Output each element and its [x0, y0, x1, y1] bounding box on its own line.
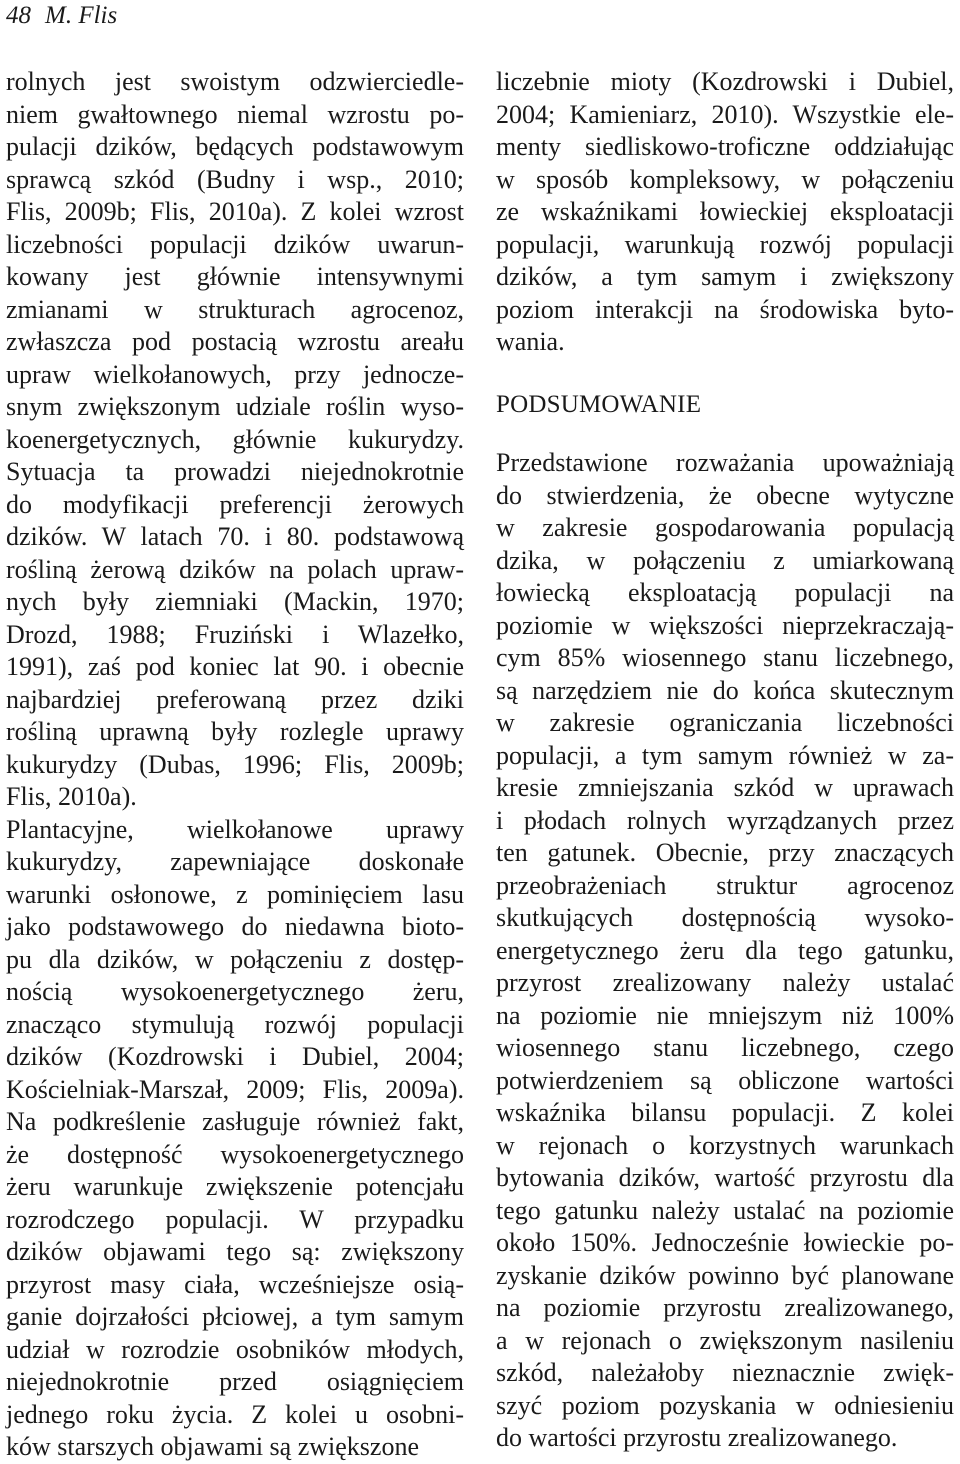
text-line: nych były ziemniaki (Mackin, 1970; [6, 587, 464, 616]
text-line: kresie zmniejszania szkód w uprawach [496, 773, 954, 802]
text-line: znacząco stymulują rozwój populacji [6, 1009, 464, 1039]
text-line: przeobrażeniach struktur agrocenoz [496, 870, 954, 900]
text-line: koenergetycznych, głównie kukurydzy. [6, 424, 464, 454]
running-author: M. Flis [45, 2, 118, 29]
text-line: Na podkreślenie zasługuje również fakt, [6, 1107, 464, 1136]
text-line: pu dla dzików, w połączeniu z dostęp- [6, 944, 464, 974]
text-line: wskaźnika bilansu populacji. Z kolei [496, 1098, 954, 1127]
text-line: kowany jest głównie intensywnymi [6, 262, 464, 291]
text-line: przyrost zrealizowany należy ustalać [496, 968, 954, 997]
text-line: zmianami w strukturach agrocenoz, [6, 294, 464, 324]
text-line: niejednokrotnie przed osiągnięciem [6, 1367, 464, 1396]
text-line: szkód, należałoby nieznacznie zwięk- [496, 1358, 954, 1387]
text-line: w sposób kompleksowy, w połączeniu [496, 164, 954, 194]
text-line: skutkujących dostępnością wysoko- [496, 903, 954, 932]
text-line: są narzędziem nie do końca skutecznym [496, 675, 954, 705]
text-line: przyrost masy ciała, wcześniejsze osią- [6, 1269, 464, 1299]
text-line: jako podstawowego do niedawna bioto- [6, 912, 464, 941]
text-line: nością wysokoenergetycznego żeru, [6, 977, 464, 1006]
text-line: bytowania dzików, wartość przyrostu dla [496, 1163, 954, 1192]
text-line: kukurydzy (Dubas, 1996; Flis, 2009b; [6, 749, 464, 779]
text-line: Sytuacja ta prowadzi niejednokrotnie [6, 457, 464, 486]
right-column [496, 66, 954, 1455]
text-line: w zakresie ograniczania liczebności [496, 708, 954, 737]
text-line: snym zwiększonym udziale roślin wyso- [6, 392, 464, 421]
text-line: rozrodczego populacji. W przypadku [6, 1204, 464, 1234]
text-line: upraw wielkołanowych, przy jednocze- [6, 359, 464, 389]
text-line: kukurydzy, zapewniające doskonałe [6, 847, 464, 876]
text-line: wania. [496, 327, 565, 356]
text-line: niem gwałtownego niemal wzrostu po- [6, 99, 464, 129]
text-line: rolnych jest swoistym odzwierciedle- [6, 67, 464, 96]
left-column [6, 66, 464, 1464]
text-line: a w rejonach o zwiększonym nasileniu [496, 1325, 954, 1355]
text-line: udział w rozrodzie osobników młodych, [6, 1334, 464, 1364]
text-line: rośliną uprawną były rozlegle uprawy [6, 717, 464, 746]
section-heading: PODSUMOWANIE [496, 390, 702, 418]
text-line: zyskanie dzików powinno być planowane [496, 1260, 954, 1290]
page-number: 48 [6, 2, 31, 29]
text-line: dzików (Kozdrowski i Dubiel, 2004; [6, 1042, 464, 1071]
text-line: Kościelniak-Marszał, 2009; Flis, 2009a). [6, 1074, 464, 1104]
text-line: 1991), zaś pod koniec lat 90. i obecnie [6, 652, 464, 681]
text-line: Flis, 2010a). [6, 782, 137, 811]
text-line: populacji, a tym samym również w za- [496, 740, 954, 770]
text-line: warunki osłonowe, z pominięciem lasu [6, 879, 464, 909]
text-line: Drozd, 1988; Fruziński i Wlazełko, [6, 619, 464, 649]
text-line: energetycznego żeru dla tego gatunku, [496, 935, 954, 965]
text-line: tego gatunku należy ustalać na poziomie [496, 1195, 954, 1225]
running-header [6, 0, 117, 32]
text-line: Przedstawione rozważania upoważniają [496, 448, 954, 477]
text-line: dzików. W latach 70. i 80. podstawową [6, 522, 464, 551]
text-line: poziom interakcji na środowiska byto- [496, 294, 954, 324]
text-line: szyć poziom pozyskania w odniesieniu [496, 1390, 954, 1420]
text-line: ze wskaźnikami łowieckiej eksploatacji [496, 197, 954, 226]
text-line: jednego roku życia. Z kolei u osobni- [6, 1399, 464, 1429]
right-column-text-top [496, 66, 954, 359]
text-line: około 150%. Jednocześnie łowieckie po- [496, 1228, 954, 1257]
text-line: populacji, warunkują rozwój populacji [496, 229, 954, 259]
text-line: ków starszych objawami są zwiększone [6, 1432, 419, 1461]
text-line: Plantacyjne, wielkołanowe uprawy [6, 814, 464, 844]
text-line: do wartości przyrostu zrealizowanego. [496, 1423, 898, 1452]
text-line: do stwierdzenia, że obecne wytyczne [496, 480, 954, 510]
text-line: ten gatunek. Obecnie, przy znaczących [496, 838, 954, 867]
text-line: najbardziej preferowaną przez dziki [6, 684, 464, 714]
text-line: poziomie w większości nieprzekraczają- [496, 610, 954, 640]
text-line: dzika, w połączeniu z umiarkowaną [496, 545, 954, 575]
right-column-text-bottom [496, 447, 954, 1455]
text-line: i płodach rolnych wyrządzanych przez [496, 805, 954, 835]
text-line: w rejonach o korzystnych warunkach [496, 1130, 954, 1160]
text-line: menty siedliskowo-troficzne oddziałując [496, 132, 954, 161]
text-line: do modyfikacji preferencji żerowych [6, 489, 464, 519]
text-line: liczebnie mioty (Kozdrowski i Dubiel, [496, 67, 954, 96]
text-line: łowiecką eksploatacją populacji na [496, 578, 954, 607]
text-line: cym 85% wiosennego stanu liczebnego, [496, 643, 954, 672]
text-line: ganie dojrzałości płciowej, a tym samym [6, 1302, 464, 1331]
text-line: pulacji dzików, będących podstawowym [6, 132, 464, 161]
text-line: na poziomie przyrostu zrealizowanego, [496, 1293, 954, 1322]
text-line: rośliną żerową dzików na polach upraw- [6, 554, 464, 584]
text-line: wiosennego stanu liczebnego, czego [496, 1033, 954, 1062]
text-line: że dostępność wysokoenergetycznego [6, 1139, 464, 1169]
text-line: 2004; Kamieniarz, 2010). Wszystkie ele- [496, 99, 954, 129]
text-line: potwierdzeniem są obliczone wartości [496, 1065, 954, 1095]
text-line: na poziomie nie mniejszym niż 100% [496, 1000, 954, 1030]
text-line: dzików objawami tego są: zwiększony [6, 1237, 464, 1266]
text-line: liczebności populacji dzików uwarun- [6, 229, 464, 259]
text-line: Flis, 2009b; Flis, 2010a). Z kolei wzrost [6, 197, 464, 226]
text-line: w zakresie gospodarowania populacją [496, 513, 954, 542]
text-line: dzików, a tym samym i zwiększony [496, 262, 954, 291]
text-line: zwłaszcza pod postacią wzrostu areału [6, 327, 464, 356]
text-line: sprawcą szkód (Budny i wsp., 2010; [6, 164, 464, 194]
text-line: żeru warunkuje zwiększenie potencjału [6, 1172, 464, 1201]
